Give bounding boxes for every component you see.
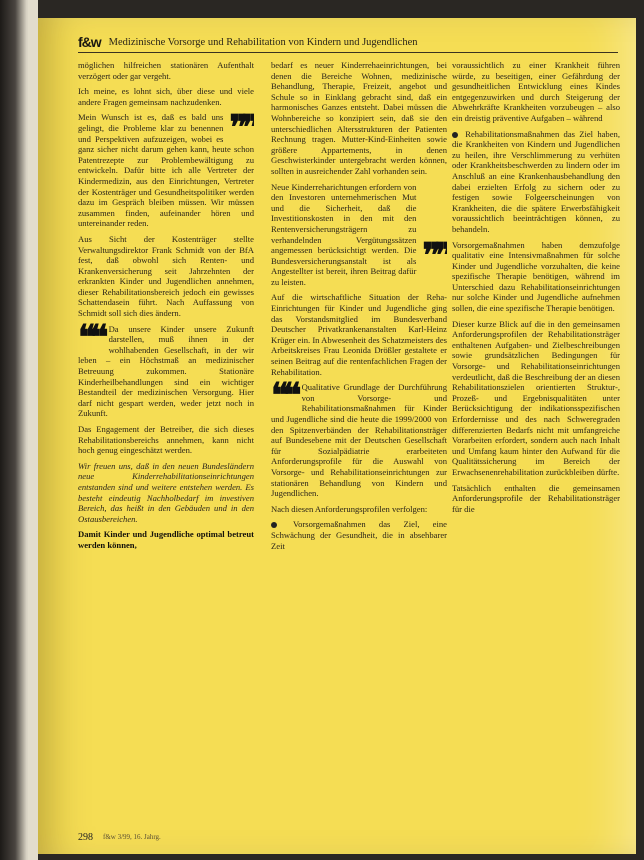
bullet-icon: [452, 132, 458, 138]
paragraph: Vorsorgemaßnahmen das Ziel, eine Schwächung der Gesundheit, die in absehbarer Zeit: [271, 519, 447, 551]
paragraph: ❝❝ Qualitative Grundlage der Durchführung von Vorsorge- und Rehabilitationsmaßnahmen für Kinder und Jugendliche sind die heute die 1999/2000 von den Spitzenverbänden der Rehabilitationsträger auf Bundesebene mit der Deutschen Gesellschaft für Sozialpädiatrie erarbeiteten Anforderungsprofile für die Auswahl von Vorsorge- und Rehabilitationseinrichtungen zur stationären Behandlung von Kindern und Jugendlichen.: [271, 376, 447, 499]
closing-quote-icon: ❞❞: [229, 108, 254, 149]
footer-source: f&w 3/99, 16. Jahrg.: [103, 833, 161, 841]
text-column-3: [452, 60, 620, 820]
paragraph: ❞❞ Mein Wunsch ist es, daß es bald uns gelingt, die Probleme klar zu benennen und Perspektiven aufzuzeigen, wobei es ganz sicher nicht darum gehen kann, heute schon Patentrezepte zur Problembewältigung zu entwickeln. Dafür bitte ich alle Vertreter der Kindermedizin, aus den Einrichtungen, Vertreter der Kostenträger und Gesundheitspolitiker werden dazu im Gespräch bleiben müssen. Wir müssen zusammen finden, aufeinander hören und untereinander reden.: [78, 108, 254, 229]
paragraph: Tatsächlich enthalten die gemeinsamen Anforderungsprofile der Rehabilitationsträger für die: [452, 482, 620, 514]
paragraph: Damit Kinder und Jugendliche optimal betreut werden können,: [78, 529, 254, 550]
paragraph: Aus Sicht der Kostenträger stellte Verwaltungsdirektor Frank Schmidt von der BfA fest, daß obwohl sich Renten- und Krankenversicherung seit Jahrzehnten der erkrankten Kinder und Jugendlichen annehmen, dieser Rehabilitationsbereich jedoch ein gewisses Schattendasein führt. Nach Auffassung von Schmidt soll sich dies ändern.: [78, 233, 254, 319]
page-footer: [78, 830, 618, 844]
paragraph: Rehabilitationsmaßnahmen das Ziel haben, die Krankheiten von Kindern und Jugendlichen zu heilen, ihre Verschlimmerung zu verhüten oder Krankheitsbeschwerden zu lindern oder im Anschluß an eine Krankenhausbehandlung den dabei erzielten Erfolg zu sichern oder zu festigen sowie Folgeerscheinungen von Krankheiten, die die spätere Erwerbsfähigkeit voraussichtlich beeinträchtigen können, zu behandeln.: [452, 128, 620, 234]
closing-quote-icon: ❞❞: [422, 235, 447, 276]
paragraph: Ich meine, es lohnt sich, über diese und viele andere Fragen gemeinsam nachzudenken.: [78, 86, 254, 107]
paragraph: ❝❝ Da unsere Kinder unsere Zukunft darstellen, muß ihnen in der wohlhabenden Gesellschaft, in der wir leben – ein Höchstmaß an medizinischer Betreuung zukommen. Stationäre Kinderheilbehandlungen sind ein wichtiger Bestandteil der medizinischen Versorgung. Hier darf nicht gespart werden, weder jetzt noch in Zukunft.: [78, 317, 254, 419]
paragraph: möglichen hilfreichen stationären Aufenthalt verzögert oder gar vergeht.: [78, 60, 254, 81]
paragraph: Nach diesen Anforderungsprofilen verfolgen:: [271, 503, 428, 514]
paragraph: Dieser kurze Blick auf die in den gemeinsamen Anforderungsprofilen der Rehabilitationsträger enthaltenen Aufgaben- und Zielbeschreibungen sowie grundsätzlichen Bedingungen für Vorsorge- und Rehabilitationseinrichtungen verdeutlicht, daß die Beschreibung der an diesen Rehabilitationszielen orientierten Struktur-, Prozeß- und Ergebnisqualitäten unter Berücksichtigung der indikationsspezifischen Erfordernisse und des nach Schweregraden differenzierten Bedarfs nicht mit umfangreiche Vorarbeiten erfordert, sondern auch nach Inhalt und Umfang kaum hinter den Aufwand für die Qualitätssicherung im Bereich der Erwachsenenrehabilitation zurückbleiben dürfte.: [452, 318, 620, 477]
paragraph: Das Engagement der Betreiber, die sich dieses Rehabilitationsbereichs annehmen, kann nicht hoch genug eingeschätzt werden.: [78, 424, 254, 456]
bullet-icon: [271, 522, 277, 528]
paragraph: bedarf es neuer Kinderrehaeinrichtungen, bei denen die Bereiche Wohnen, medizinische Behandlung, Therapie, Freizeit, angebot und Schule so in Einklang gebracht sind, daß ein harmonisches Ganzes entsteht. Dabei müssen die Wohnbereiche so konzipiert sein, daß sie den unterschiedlichen Altersstrukturen der Patienten Rechnung tragen. Mutter-Kind-Einheiten sowie größere Appartements, in denen Geschwisterkinder untergebracht werden können, sollten in ausreichender Zahl vorhanden sein.: [271, 60, 447, 176]
paragraph: ❞❞ Neue Kinderreharichtungen erfordern von den Investoren unternehmerischen Mut und die Sicherheit, daß die Investitionskosten in den mit den Rentenversicherungsträgern zu verhandelnden Vergütungssätzen angemessen berücksichtigt werden. Die Bundesversicherungsanstalt ist als Angestellter ist bereit, ihren Beitrag dafür zu leisten.: [271, 181, 447, 287]
paragraph: Auf die wirtschaftliche Situation der Reha-Einrichtungen für Kinder und Jugendliche ging das Vorstandsmitglied im Bundesverband Deutscher Privatkrankenanstalten Karl-Heinz Krüger ein. In Abwesenheit des Schatzmeisters des Arbeitskreises Frau Leonida Drößler gestaltete er seinen Beitrag auf die rentenfachlichen Fragen der Rehabilitation.: [271, 292, 447, 377]
opening-quote-icon: ❝❝: [271, 376, 296, 417]
paragraph: Wir freuen uns, daß in den neuen Bundesländern neue Kinderrehabilitationseinrichtungen entstanden sind und weitere entstehen werden. Es besteht eindeutig Nachholbedarf im investiven Bereich, das heißt in den Gebäuden und in den Ostausbereichen.: [78, 460, 254, 524]
header-title: Medizinische Vorsorge und Rehabilitation von Kindern und Jugendlichen: [108, 36, 418, 48]
book-spine: [0, 0, 38, 860]
journal-logo: f&w: [78, 34, 101, 50]
text-column-2: [271, 60, 447, 820]
paragraph: Vorsorgemaßnahmen haben demzufolge qualitativ eine Intensivmaßnahmen für solche Kinder und Jugendliche vorzuhalten, die keine spezifische Therapie benötigen, während im Unterschied dazu Rehabilitationseinrichtungen nur solche Kinder und Jugendliche aufnehmen sollen, die eine spezifische Therapie benötigen.: [452, 239, 620, 314]
magazine-page: [38, 18, 636, 854]
opening-quote-icon: ❝❝: [78, 317, 103, 358]
text-column-1: [78, 60, 254, 820]
page-header: [78, 32, 618, 53]
paragraph: voraussichtlich zu einer Krankheit führen würde, zu beseitigen, einer Gefährdung der gesundheitlichen Entwicklung eines Kindes entgegenzuwirken und durch Steigerung der Abwehrkräfte Krankheiten vorzubeugen – also ein dreistig präventive Aufgaben – während: [452, 60, 620, 123]
page-number: 298: [78, 831, 93, 843]
